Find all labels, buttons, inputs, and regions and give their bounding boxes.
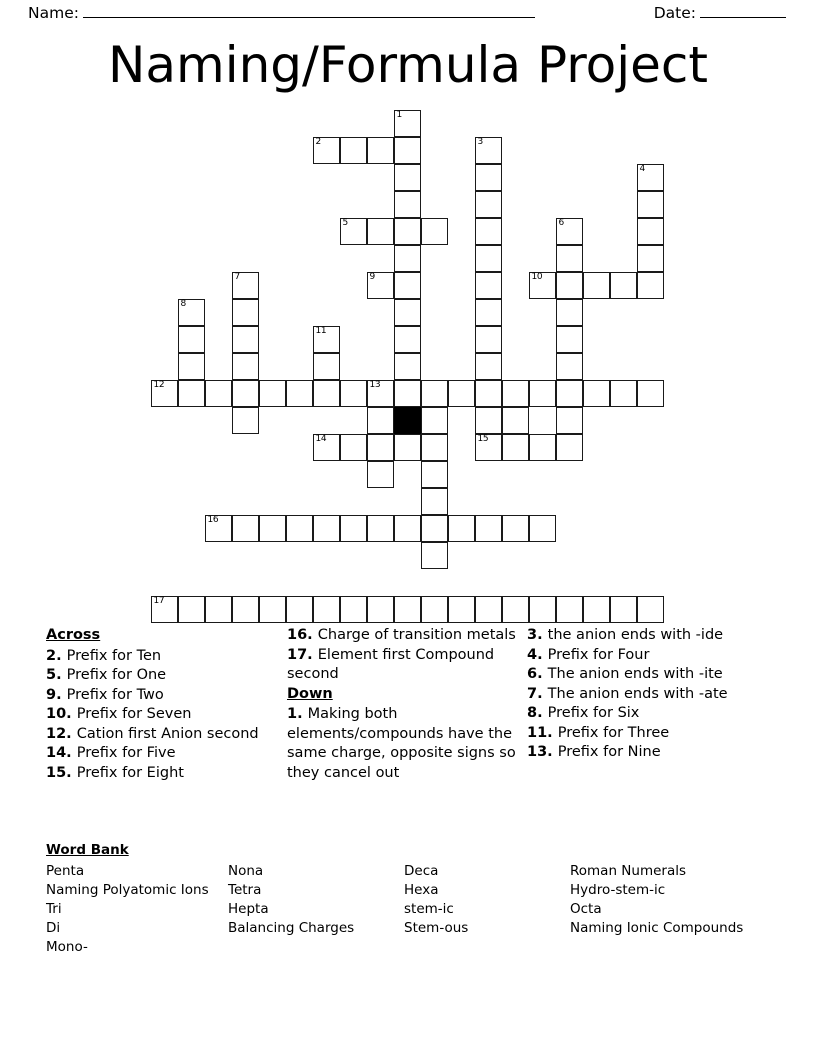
- grid-cell[interactable]: [340, 218, 367, 245]
- clue-number: 7.: [527, 685, 548, 702]
- crossword-grid[interactable]: [151, 110, 666, 606]
- grid-cell[interactable]: [313, 380, 340, 407]
- grid-cell[interactable]: [475, 407, 502, 434]
- grid-cell[interactable]: [475, 218, 502, 245]
- word-bank-item: Nona: [228, 863, 264, 879]
- grid-cell[interactable]: [448, 515, 475, 542]
- grid-cell[interactable]: [475, 299, 502, 326]
- grid-cell[interactable]: [394, 218, 421, 245]
- grid-cell[interactable]: [394, 353, 421, 380]
- clue-down-13: [527, 743, 762, 763]
- grid-cell[interactable]: [502, 515, 529, 542]
- grid-cell[interactable]: [151, 380, 178, 407]
- clue-across-10: [46, 705, 279, 725]
- grid-cell[interactable]: [475, 353, 502, 380]
- grid-cell[interactable]: [394, 191, 421, 218]
- grid-cell[interactable]: [178, 353, 205, 380]
- clue-number: 3.: [527, 627, 548, 643]
- grid-cell[interactable]: [475, 596, 502, 623]
- clue-number: 15.: [46, 764, 77, 781]
- grid-cell[interactable]: [637, 164, 664, 191]
- grid-cell-number: 11: [315, 326, 327, 336]
- grid-cell[interactable]: [637, 218, 664, 245]
- grid-cell[interactable]: [556, 596, 583, 623]
- clue-number: 4.: [527, 646, 548, 663]
- word-bank-item: Octa: [570, 901, 602, 917]
- grid-cell[interactable]: [178, 380, 205, 407]
- grid-cell[interactable]: [394, 110, 421, 137]
- clue-number: 11.: [527, 724, 558, 741]
- grid-cell[interactable]: [286, 596, 313, 623]
- grid-cell[interactable]: [232, 596, 259, 623]
- grid-cell[interactable]: [583, 380, 610, 407]
- grid-cell[interactable]: [367, 380, 394, 407]
- clue-number: 2.: [46, 647, 67, 664]
- grid-cell[interactable]: [313, 137, 340, 164]
- grid-cell-number: 3: [477, 137, 483, 147]
- word-bank-heading: Word Bank: [46, 842, 129, 858]
- grid-cell-number: 5: [342, 218, 348, 228]
- word-bank-item: Di: [46, 920, 61, 936]
- clue-text: the anion ends with -ide: [547, 627, 724, 643]
- grid-cell[interactable]: [421, 380, 448, 407]
- grid-cell[interactable]: [367, 515, 394, 542]
- grid-cell-number: 2: [315, 137, 321, 147]
- grid-cell[interactable]: [556, 326, 583, 353]
- grid-cell[interactable]: [367, 596, 394, 623]
- clues-column-1: [46, 626, 287, 783]
- grid-cell[interactable]: [475, 191, 502, 218]
- word-bank-item: Stem-ous: [404, 920, 469, 936]
- grid-cell[interactable]: [259, 515, 286, 542]
- grid-cell-number: 1: [396, 110, 402, 120]
- clues-column-2: [287, 626, 527, 783]
- grid-cell[interactable]: [475, 245, 502, 272]
- grid-cell-number: 17: [153, 596, 165, 606]
- clue-down-6: [527, 665, 762, 685]
- clue-number: 14.: [46, 745, 77, 761]
- grid-cell[interactable]: [475, 434, 502, 461]
- grid-cell[interactable]: [637, 245, 664, 272]
- word-bank-item: Hepta: [228, 901, 269, 917]
- clue-text: Prefix for Two: [66, 686, 164, 703]
- grid-cell[interactable]: [529, 596, 556, 623]
- grid-cell-number: 4: [639, 164, 645, 174]
- word-bank-item: Tetra: [228, 882, 262, 898]
- grid-cell[interactable]: [340, 515, 367, 542]
- name-date-row: [28, 4, 788, 28]
- grid-cell[interactable]: [286, 380, 313, 407]
- clue-number: 6.: [527, 666, 548, 682]
- grid-cell[interactable]: [421, 488, 448, 515]
- grid-cell[interactable]: [367, 434, 394, 461]
- clue-number: 5.: [46, 667, 67, 683]
- word-bank-item: stem-ic: [404, 901, 454, 917]
- word-bank-item: Naming Ionic Compounds: [570, 920, 744, 936]
- grid-cell[interactable]: [556, 272, 583, 299]
- grid-cell[interactable]: [232, 515, 259, 542]
- grid-cell[interactable]: [394, 326, 421, 353]
- across-heading: Across: [46, 627, 101, 643]
- grid-cell[interactable]: [448, 380, 475, 407]
- grid-cell[interactable]: [394, 245, 421, 272]
- grid-cell[interactable]: [475, 137, 502, 164]
- grid-cell[interactable]: [448, 596, 475, 623]
- grid-cell[interactable]: [529, 434, 556, 461]
- word-bank-item: Mono-: [46, 939, 88, 955]
- grid-cell-number: 9: [369, 272, 375, 282]
- grid-cell[interactable]: [421, 218, 448, 245]
- clue-text: Prefix for Ten: [66, 647, 162, 664]
- grid-cell[interactable]: [340, 596, 367, 623]
- word-bank-item: Penta: [46, 863, 85, 879]
- clue-number: 16.: [287, 627, 318, 643]
- grid-cell[interactable]: [205, 380, 232, 407]
- grid-cell[interactable]: [178, 326, 205, 353]
- word-bank-item: Naming Polyatomic Ions: [46, 882, 209, 898]
- clue-text: Charge of transition metals: [317, 627, 516, 643]
- grid-cell[interactable]: [556, 380, 583, 407]
- clue-number: 8.: [527, 705, 548, 721]
- grid-cell[interactable]: [556, 407, 583, 434]
- clue-across-5: [46, 666, 279, 686]
- down-heading: Down: [287, 685, 333, 702]
- grid-cell[interactable]: [475, 515, 502, 542]
- date-blank-line[interactable]: [700, 5, 786, 18]
- clue-number: 17.: [287, 646, 318, 663]
- grid-cell[interactable]: [259, 596, 286, 623]
- grid-cell[interactable]: [313, 353, 340, 380]
- clue-number: 10.: [46, 706, 77, 722]
- grid-cell[interactable]: [556, 353, 583, 380]
- grid-cell[interactable]: [556, 434, 583, 461]
- grid-cell[interactable]: [151, 596, 178, 623]
- clue-number: 9.: [46, 686, 67, 703]
- grid-cell[interactable]: [313, 434, 340, 461]
- grid-block-cell: [394, 407, 421, 434]
- grid-cell[interactable]: [421, 461, 448, 488]
- word-bank-section: [46, 841, 770, 957]
- grid-cell[interactable]: [394, 380, 421, 407]
- grid-cell[interactable]: [232, 272, 259, 299]
- grid-cell[interactable]: [367, 461, 394, 488]
- clue-across-14: [46, 744, 279, 764]
- clue-text: Prefix for Nine: [557, 744, 661, 760]
- clue-down-11: [527, 724, 762, 744]
- grid-cell[interactable]: [637, 272, 664, 299]
- word-bank-columns: [46, 862, 770, 957]
- grid-cell[interactable]: [394, 272, 421, 299]
- grid-cell[interactable]: [367, 272, 394, 299]
- clue-text: The anion ends with -ite: [547, 666, 723, 682]
- word-bank-column-1: [46, 862, 228, 957]
- grid-cell[interactable]: [637, 191, 664, 218]
- grid-cell-number: 8: [180, 299, 186, 309]
- grid-cell[interactable]: [502, 380, 529, 407]
- grid-cell[interactable]: [502, 434, 529, 461]
- grid-cell[interactable]: [610, 272, 637, 299]
- grid-cell-number: 10: [531, 272, 543, 282]
- grid-cell[interactable]: [610, 596, 637, 623]
- grid-cell[interactable]: [232, 299, 259, 326]
- clue-text: Prefix for Five: [76, 745, 176, 761]
- clue-down-8: [527, 704, 762, 724]
- grid-cell[interactable]: [205, 596, 232, 623]
- grid-cell[interactable]: [610, 380, 637, 407]
- clues-column-3: [527, 626, 770, 783]
- clue-number: 1.: [287, 706, 308, 722]
- grid-cell[interactable]: [502, 596, 529, 623]
- clue-across-16: [287, 626, 519, 646]
- grid-cell[interactable]: [475, 380, 502, 407]
- grid-cell[interactable]: [529, 515, 556, 542]
- grid-cell[interactable]: [394, 164, 421, 191]
- grid-cell[interactable]: [421, 542, 448, 569]
- clue-text: Prefix for One: [66, 667, 167, 683]
- clue-text: Prefix for Eight: [76, 764, 184, 781]
- grid-cell[interactable]: [313, 326, 340, 353]
- grid-cell[interactable]: [637, 596, 664, 623]
- grid-cell[interactable]: [178, 299, 205, 326]
- grid-cell-number: 12: [153, 380, 165, 390]
- clue-across-15: [46, 764, 279, 784]
- word-bank-item: Tri: [46, 901, 62, 917]
- clue-text: Prefix for Seven: [76, 706, 192, 722]
- grid-cell[interactable]: [259, 380, 286, 407]
- page-title: Naming/Formula Project: [107, 36, 709, 94]
- grid-cell-number: 14: [315, 434, 327, 444]
- grid-cell[interactable]: [394, 596, 421, 623]
- grid-cell[interactable]: [313, 596, 340, 623]
- grid-cell[interactable]: [232, 380, 259, 407]
- grid-cell[interactable]: [475, 164, 502, 191]
- word-bank-item: Hydro-stem-ic: [570, 882, 666, 898]
- word-bank-column-4: [570, 862, 770, 957]
- grid-cell[interactable]: [583, 596, 610, 623]
- clues-section: [46, 626, 770, 783]
- grid-cell[interactable]: [421, 407, 448, 434]
- grid-cell[interactable]: [205, 515, 232, 542]
- grid-cell[interactable]: [583, 272, 610, 299]
- grid-cell[interactable]: [394, 434, 421, 461]
- clue-across-17: [287, 646, 519, 685]
- grid-cell[interactable]: [367, 407, 394, 434]
- date-label: Date:: [653, 4, 696, 22]
- clue-across-2: [46, 647, 279, 667]
- clue-text: Element first Compound second: [287, 646, 495, 682]
- grid-cell-number: 15: [477, 434, 489, 444]
- grid-cell[interactable]: [556, 299, 583, 326]
- grid-cell[interactable]: [637, 380, 664, 407]
- grid-cell[interactable]: [421, 515, 448, 542]
- clue-text: The anion ends with -ate: [547, 685, 728, 702]
- grid-cell[interactable]: [340, 434, 367, 461]
- grid-cell[interactable]: [556, 218, 583, 245]
- word-bank-item: Balancing Charges: [228, 920, 355, 936]
- word-bank-column-2: [228, 862, 404, 957]
- clue-number: 12.: [46, 725, 77, 742]
- grid-cell[interactable]: [178, 596, 205, 623]
- word-bank-item: Deca: [404, 863, 439, 879]
- grid-cell[interactable]: [529, 380, 556, 407]
- grid-cell[interactable]: [556, 245, 583, 272]
- grid-cell-number: 7: [234, 272, 240, 282]
- grid-cell[interactable]: [529, 272, 556, 299]
- grid-cell-number: 13: [369, 380, 381, 390]
- word-bank-column-3: [404, 862, 570, 957]
- grid-cell[interactable]: [475, 326, 502, 353]
- clue-text: Cation first Anion second: [76, 725, 259, 742]
- clue-across-12: [46, 725, 279, 745]
- clue-down-3: [527, 626, 762, 646]
- grid-cell[interactable]: [313, 515, 340, 542]
- word-bank-item: Hexa: [404, 882, 439, 898]
- clue-down-7: [527, 685, 762, 705]
- grid-cell[interactable]: [421, 596, 448, 623]
- grid-cell-number: 6: [558, 218, 564, 228]
- grid-cell-number: 16: [207, 515, 219, 525]
- name-label: Name:: [28, 4, 79, 22]
- word-bank-item: Roman Numerals: [570, 863, 687, 879]
- clue-down-1: [287, 705, 519, 783]
- grid-cell[interactable]: [232, 353, 259, 380]
- grid-cell[interactable]: [394, 137, 421, 164]
- grid-cell[interactable]: [232, 407, 259, 434]
- grid-cell[interactable]: [340, 137, 367, 164]
- grid-cell[interactable]: [421, 434, 448, 461]
- grid-cell[interactable]: [475, 272, 502, 299]
- grid-cell[interactable]: [232, 326, 259, 353]
- grid-cell[interactable]: [394, 515, 421, 542]
- clue-number: 13.: [527, 744, 558, 760]
- grid-cell[interactable]: [367, 137, 394, 164]
- clue-text: Making both elements/compounds have the same charge, opposite signs so they cancel out: [287, 706, 516, 781]
- name-blank-line[interactable]: [83, 5, 535, 18]
- clue-text: Prefix for Three: [557, 724, 670, 741]
- clue-text: Prefix for Six: [547, 705, 640, 721]
- grid-cell[interactable]: [394, 299, 421, 326]
- grid-cell[interactable]: [502, 407, 529, 434]
- grid-cell[interactable]: [286, 515, 313, 542]
- grid-cell[interactable]: [367, 218, 394, 245]
- clue-across-9: [46, 686, 279, 706]
- grid-cell[interactable]: [340, 380, 367, 407]
- clue-down-4: [527, 646, 762, 666]
- clue-text: Prefix for Four: [547, 646, 650, 663]
